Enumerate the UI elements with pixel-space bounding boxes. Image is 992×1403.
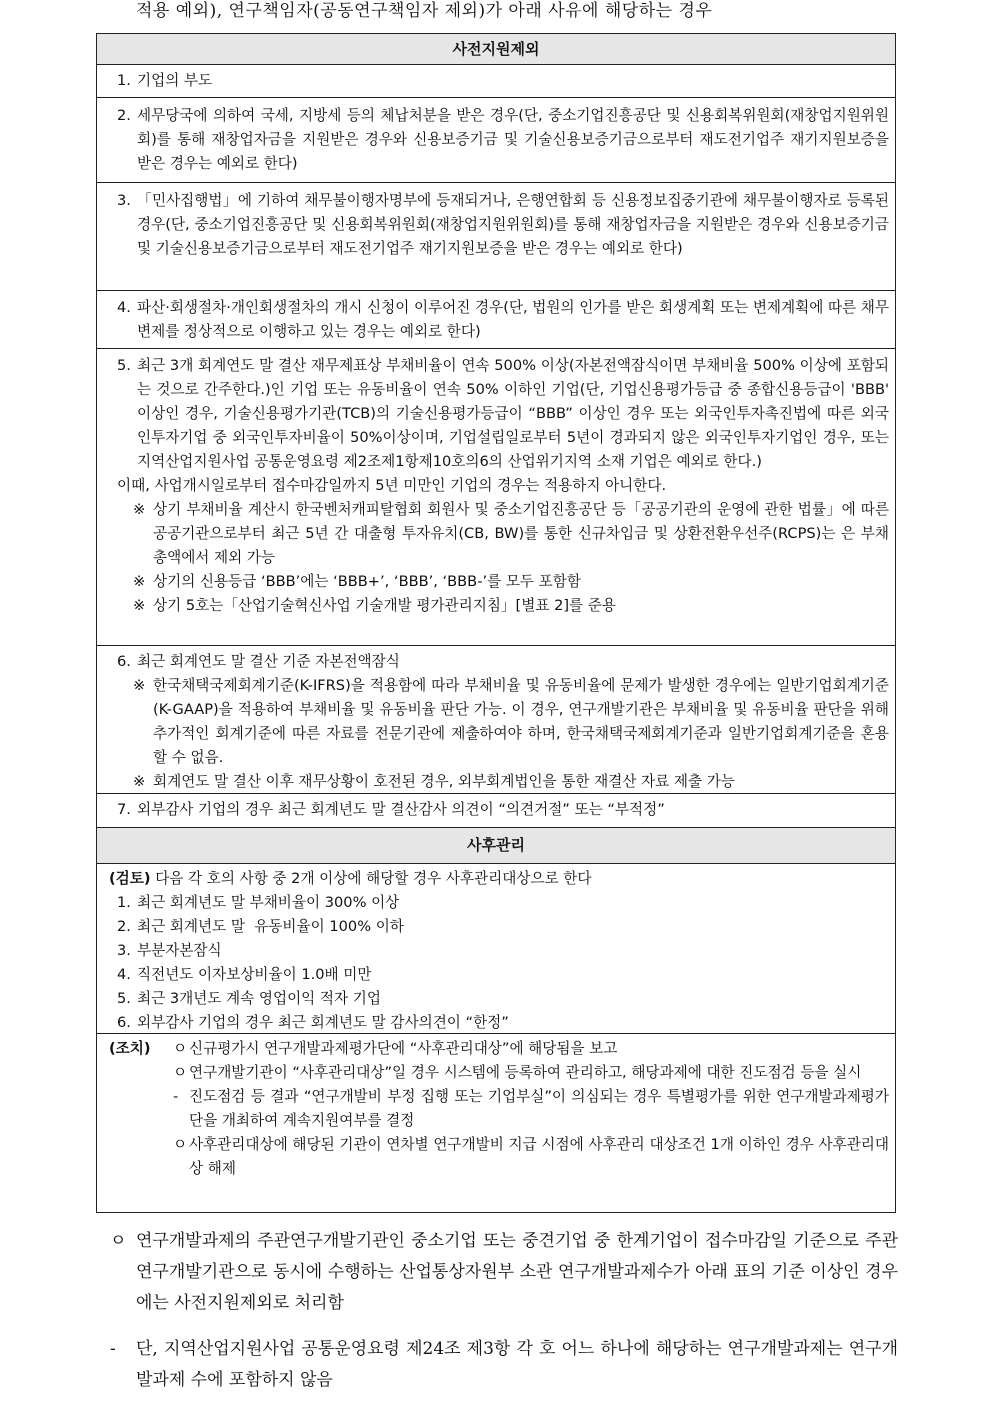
- table-row: [97, 646, 895, 794]
- note-mark: ※: [133, 573, 146, 590]
- item-text: 최근 회계년도 말 부채비율이 300% 이상: [137, 894, 400, 911]
- action-item: [173, 1037, 889, 1061]
- item-number: 3.: [117, 192, 131, 209]
- footer-mark: ㅇ: [110, 1231, 127, 1251]
- list-item: [117, 891, 889, 915]
- note-text: 한국채택국제회계기준(K-IFRS)을 적용함에 따라 부채비율 및 유동비율에 문제가 발생한 경우에는 일반기업회계기준(K-GAAP)을 적용하여 부채비율 및 유동비율 판단 가능. 이 경우, 연구개발기관은 부채비율 및 유동비율 판단을 위해 추가적인 회계기준에 따른 자료를 전문기관에 제출하여야 하며, 한국채택국제회계기준과 일반기업회계기준을 혼용할 수 없음.: [153, 677, 889, 766]
- action-text: 신규평가시 연구개발과제평가단에 “사후관리대상”에 해당됨을 보고: [189, 1040, 618, 1057]
- note: [117, 594, 889, 618]
- item-number: 5.: [117, 357, 131, 374]
- item-number: 1.: [117, 72, 131, 89]
- note: [117, 770, 889, 794]
- item-text: 최근 3개 회계연도 말 결산 재무제표상 부채비율이 연속 500% 이상(자본전액잠식이면 부채비율 500% 이상에 포함되는 것으로 간주한다.)인 기업 또는 유동비율이 연속 50% 이하인 기업(단, 기업신용평가등급 중 종합신용등급이 'BBB' 이상인 경우, 기술신용평가기관(TCB)의 기술신용평가등급이 “BBB” 이상인 경우 또는 외국인투자촉진법에 따른 외국인투자기업 중 외국인투자비율이 50%이상이며, 기업설립일로부터 5년이 경과되지 않은 외국인투자기업인 경우, 또는 지역산업지원사업 공통운영요령 제2조제1항제10호의6의 산업위기지역 소재 기업은 예외로 한다.): [137, 357, 889, 470]
- item-number: 3.: [117, 942, 131, 959]
- review-label: (검토): [109, 870, 151, 887]
- list-item: [117, 1011, 889, 1035]
- intro-line: 적용 예외), 연구책임자(공동연구책임자 제외)가 아래 사유에 해당하는 경우: [136, 1, 713, 21]
- footer-paragraph: [110, 1226, 898, 1319]
- footer-mark: -: [110, 1339, 116, 1359]
- footer-note: [110, 1334, 898, 1396]
- note: [117, 674, 889, 770]
- item-number: 5.: [117, 990, 131, 1007]
- item-text: 외부감사 기업의 경우 최근 회계년도 말 감사의견이 “한정”: [137, 1014, 509, 1031]
- list-item: [117, 650, 889, 674]
- table-row: [97, 183, 895, 291]
- list-item: [117, 939, 889, 963]
- action-mark: -: [173, 1088, 179, 1105]
- section-title-post-management: 사후관리: [97, 828, 895, 864]
- table-row: [97, 65, 895, 98]
- list-item: [117, 69, 889, 93]
- action-text: 사후관리대상에 해당된 기관이 연차별 연구개발비 지급 시점에 사후관리 대상조건 1개 이하인 경우 사후관리대상 해제: [189, 1136, 889, 1177]
- footer-text: 단, 지역산업지원사업 공통운영요령 제24조 제3항 각 호 어느 하나에 해당하는 연구개발과제는 연구개발과제 수에 포함하지 않음: [136, 1339, 898, 1390]
- note-text: 회계연도 말 결산 이후 재무상황이 호전된 경우, 외부회계법인을 통한 재결산 자료 제출 가능: [153, 773, 735, 790]
- item-text: 세무당국에 의하여 국세, 지방세 등의 체납처분을 받은 경우(단, 중소기업진흥공단 및 신용회복위원회(재창업지원위원회)를 통해 재창업자금을 지원받은 경우와 신용보증기금 및 기술신용보증기금으로부터 재도전기업주 재기지원보증을 받은 경우는 예외로 한다): [137, 107, 889, 172]
- action-item: [173, 1133, 889, 1181]
- item-text: 「민사집행법」에 기하여 채무불이행자명부에 등재되거나, 은행연합회 등 신용정보집중기관에 채무불이행자로 등록된 경우(단, 중소기업진흥공단 및 신용회복위원회(재창업지원위원회)를 통해 재창업자금을 지원받은 경우와 신용보증기금 및 기술신용보증기금으로부터 재도전기업주 재기지원보증을 받은 경우는 예외로 한다): [137, 192, 889, 257]
- table-row: [97, 291, 895, 349]
- item-text: 최근 회계연도 말 결산 기준 자본전액잠식: [137, 653, 400, 670]
- item-number: 1.: [117, 894, 131, 911]
- item-text: 부분자본잠식: [137, 942, 222, 959]
- table-row: [97, 794, 895, 828]
- review-block: [97, 864, 895, 1034]
- footer-text: 연구개발과제의 주관연구개발기관인 중소기업 또는 중견기업 중 한계기업이 접수마감일 기준으로 주관연구개발기관으로 동시에 수행하는 산업통상자원부 소관 연구개발과제수가 아래 표의 기준 이상인 경우에는 사전지원제외로 처리함: [136, 1231, 898, 1313]
- list-item: [117, 354, 889, 474]
- action-mark: ㅇ: [173, 1040, 188, 1057]
- action-mark: ㅇ: [173, 1064, 188, 1081]
- note-mark: ※: [133, 773, 146, 790]
- item-extra: 이때, 사업개시일로부터 접수마감일까지 5년 미만인 기업의 경우는 적용하지 아니한다.: [117, 477, 667, 494]
- note-text: 상기의 신용등급 ‘BBB’에는 ‘BBB+’, ‘BBB’, ‘BBB-’를 모두 포함함: [153, 573, 581, 590]
- note-mark: ※: [133, 677, 146, 694]
- list-item: [117, 915, 889, 939]
- criteria-table: [96, 33, 896, 1213]
- review-text: 다음 각 호의 사항 중 2개 이상에 해당할 경우 사후관리대상으로 한다: [155, 870, 592, 887]
- item-number: 2.: [117, 107, 131, 124]
- note: [117, 570, 889, 594]
- item-number: 2.: [117, 918, 131, 935]
- list-item: [117, 987, 889, 1011]
- note-mark: ※: [133, 501, 146, 518]
- section-title-pre-exclusion: 사전지원제외: [97, 34, 895, 65]
- item-number: 4.: [117, 966, 131, 983]
- item-number: 6.: [117, 653, 131, 670]
- item-text: 직전년도 이자보상비율이 1.0배 미만: [137, 966, 372, 983]
- item-text: 최근 3개년도 계속 영업이익 적자 기업: [137, 990, 381, 1007]
- action-list: [109, 1037, 889, 1181]
- action-label: (조치): [109, 1040, 151, 1057]
- action-item: [173, 1061, 889, 1085]
- item-number: 6.: [117, 1014, 131, 1031]
- item-text: 기업의 부도: [137, 72, 213, 89]
- item-text: 파산·회생절차·개인회생절차의 개시 신청이 이루어진 경우(단, 법원의 인가를 받은 회생계획 또는 변제계획에 따른 채무변제를 정상적으로 이행하고 있는 경우는 예외로 한다): [137, 299, 889, 340]
- action-item: [173, 1085, 889, 1133]
- note: [117, 498, 889, 570]
- table-row: [97, 349, 895, 646]
- review-intro: [109, 867, 889, 891]
- list-item: [117, 296, 889, 344]
- action-mark: ㅇ: [173, 1136, 188, 1153]
- item-text: 최근 회계년도 말 유동비율이 100% 이하: [137, 918, 404, 935]
- list-item: [117, 189, 889, 261]
- action-block: [97, 1034, 895, 1212]
- item-number: 7.: [117, 801, 131, 818]
- item-text: 외부감사 기업의 경우 최근 회계년도 말 결산감사 의견이 “의견거절” 또는 “부적정”: [137, 801, 665, 818]
- item-number: 4.: [117, 299, 131, 316]
- list-item: [117, 798, 889, 822]
- note-text: 상기 부채비율 계산시 한국벤처캐피탈협회 회원사 및 중소기업진흥공단 등「공공기관의 운영에 관한 법률」에 따른 공공기관으로부터 최근 5년 간 대출형 투자유치(CB, BW)를 통한 신규차입금 및 상환전환우선주(RCPS)는 은 부채총액에서 제외 가능: [153, 501, 889, 566]
- note-mark: ※: [133, 597, 146, 614]
- action-text: 진도점검 등 결과 “연구개발비 부정 집행 또는 기업부실”이 의심되는 경우 특별평가를 위한 연구개발과제평가단을 개최하여 계속지원여부를 결정: [189, 1088, 889, 1129]
- note-text: 상기 5호는「산업기술혁신사업 기술개발 평가관리지침」[별표 2]를 준용: [153, 597, 616, 614]
- table-row: [97, 98, 895, 183]
- action-text: 연구개발기관이 “사후관리대상”일 경우 시스템에 등록하여 관리하고, 해당과제에 대한 진도점검 등을 실시: [189, 1064, 862, 1081]
- list-item: [117, 104, 889, 176]
- list-item: [117, 963, 889, 987]
